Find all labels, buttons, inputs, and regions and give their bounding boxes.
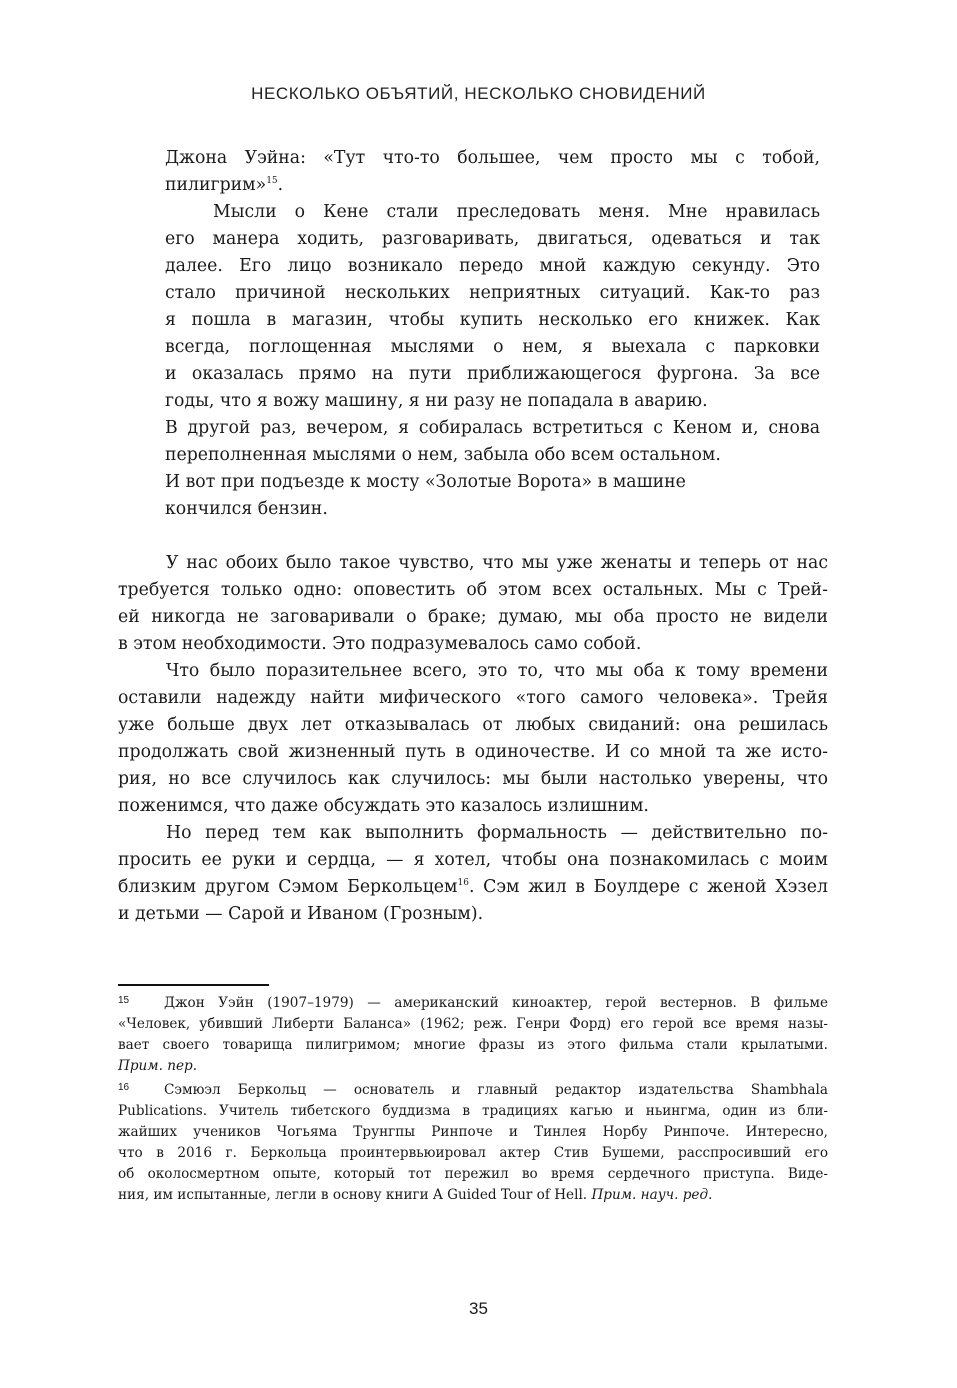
footnote-ref-16[interactable]: 16 (457, 878, 469, 888)
text-line: уже больше двух лет отказывалась от любых свиданий: она решилась (118, 715, 828, 735)
text-line: ей никогда не заговаривали о браке; думаю, мы оба просто не видели (118, 607, 828, 627)
text-line: Мысли о Кене стали преследовать меня. Мне нравилась (213, 202, 820, 222)
text-line: об околосмертном опыте, который тот пережил во время сердечного приступа. Виде- (118, 1166, 828, 1182)
footnote-ref-15[interactable]: 15 (266, 176, 278, 186)
footnote-15 (118, 990, 828, 1077)
text-line: стало причиной нескольких неприятных ситуаций. Как-то раз (165, 283, 820, 303)
text-line: пилигрим»$^{15}$. (165, 175, 284, 195)
text-line: 16 Сэмюэл Беркольц — основатель и главный редактор издательства Shambhala (118, 1077, 828, 1101)
text-line: Но перед тем как выполнить формальность — действительно по- (166, 823, 828, 843)
text-line: Publications. Учитель тибетского буддизма в традициях кагью и ньингма, один из бли- (118, 1103, 828, 1119)
text-line: Джона Уэйна: «Тут что-то большее, чем просто мы с тобой, (165, 148, 820, 168)
text-line: Что было поразительнее всего, это то, что мы оба к тому времени (166, 661, 828, 681)
text-line: и оказалась прямо на пути приближающегося фургона. За все (165, 364, 820, 384)
text-line: в этом необходимости. Это подразумевалось само собой. (118, 634, 642, 654)
text-line: и детьми — Сарой и Иваном (Грозным). (118, 904, 484, 924)
quote-block (165, 145, 820, 523)
text-line: «Человек, убивший Либерти Баланса» (1962; реж. Генри Форд) его герой все время назы- (118, 1016, 828, 1032)
footnote-number: 16 (118, 1082, 130, 1093)
footnote-note: Прим. науч. ред. (591, 1187, 713, 1203)
footnotes (118, 990, 828, 1206)
text-line: продолжать свой жизненный путь в одиночестве. И со мной та же исто- (118, 742, 828, 762)
footnote-16 (118, 1077, 828, 1206)
running-head: НЕСКОЛЬКО ОБЪЯТИЙ, НЕСКОЛЬКО СНОВИДЕНИЙ (251, 84, 706, 103)
text-line: ния, им испытанные, легли в основу книги A Guided Tour of Hell. Прим. науч. ред. (118, 1187, 713, 1203)
body-text (118, 550, 828, 928)
text-line: вает своего товарища пилигримом; многие фразы из этого фильма стали крылатыми. (118, 1037, 828, 1053)
text-line: я пошла в магазин, чтобы купить несколько его книжек. Как (165, 310, 820, 330)
text-line: И вот при подъезде к мосту «Золотые Ворота» в машине (165, 472, 686, 492)
text-line: что в 2016 г. Беркольца проинтервьюировал актер Стив Бушеми, расспросивший его (118, 1145, 828, 1161)
footnote-number: 15 (118, 995, 130, 1006)
text-line: У нас обоих было такое чувство, что мы уже женаты и теперь от нас (166, 553, 828, 573)
text-line: просить ее руки и сердца, — я хотел, чтобы она познакомилась с моим (118, 850, 828, 870)
text-line: 15 Джон Уэйн (1907–1979) — американский киноактер, герой вестернов. В фильме (118, 990, 828, 1014)
paragraph (118, 550, 828, 658)
text-line: В другой раз, вечером, я собиралась встретиться с Кеном и, снова (165, 418, 820, 438)
text-line: требуется только одно: оповестить об этом всех остальных. Мы с Трей- (118, 580, 828, 600)
text-line: близким другом Сэмом Беркольцем$^{16}$. Сэм жил в Боулдере с женой Хэзел (118, 877, 828, 897)
text-line: годы, что я вожу машину, я ни разу не попадала в аварию. (165, 391, 708, 411)
text-line: далее. Его лицо возникало передо мной каждую секунду. Это (165, 256, 820, 276)
paragraph (118, 820, 828, 928)
text-line: всегда, поглощенная мыслями о нем, я выехала с парковки (165, 337, 820, 357)
text-line: рия, но все случилось как случилось: мы были настолько уверены, что (118, 769, 828, 789)
paragraph (118, 658, 828, 820)
text-line: переполненная мыслями о нем, забыла обо всем остальном. (165, 445, 721, 465)
text-line: оставили надежду найти мифического «того самого человека». Трейя (118, 688, 828, 708)
text-line: кончился бензин. (165, 499, 328, 519)
text-line: жайших учеников Чогьяма Трунгпы Ринпоче и Тинлея Норбу Ринпоче. Интересно, (118, 1124, 828, 1140)
text-line: поженимся, что даже обсуждать это казалось излишним. (118, 796, 649, 816)
footnote-divider (118, 984, 269, 986)
page-number: 35 (469, 1299, 488, 1318)
text-line: его манера ходить, разговаривать, двигаться, одеваться и так (165, 229, 820, 249)
footnote-note: Прим. пер. (118, 1058, 198, 1074)
